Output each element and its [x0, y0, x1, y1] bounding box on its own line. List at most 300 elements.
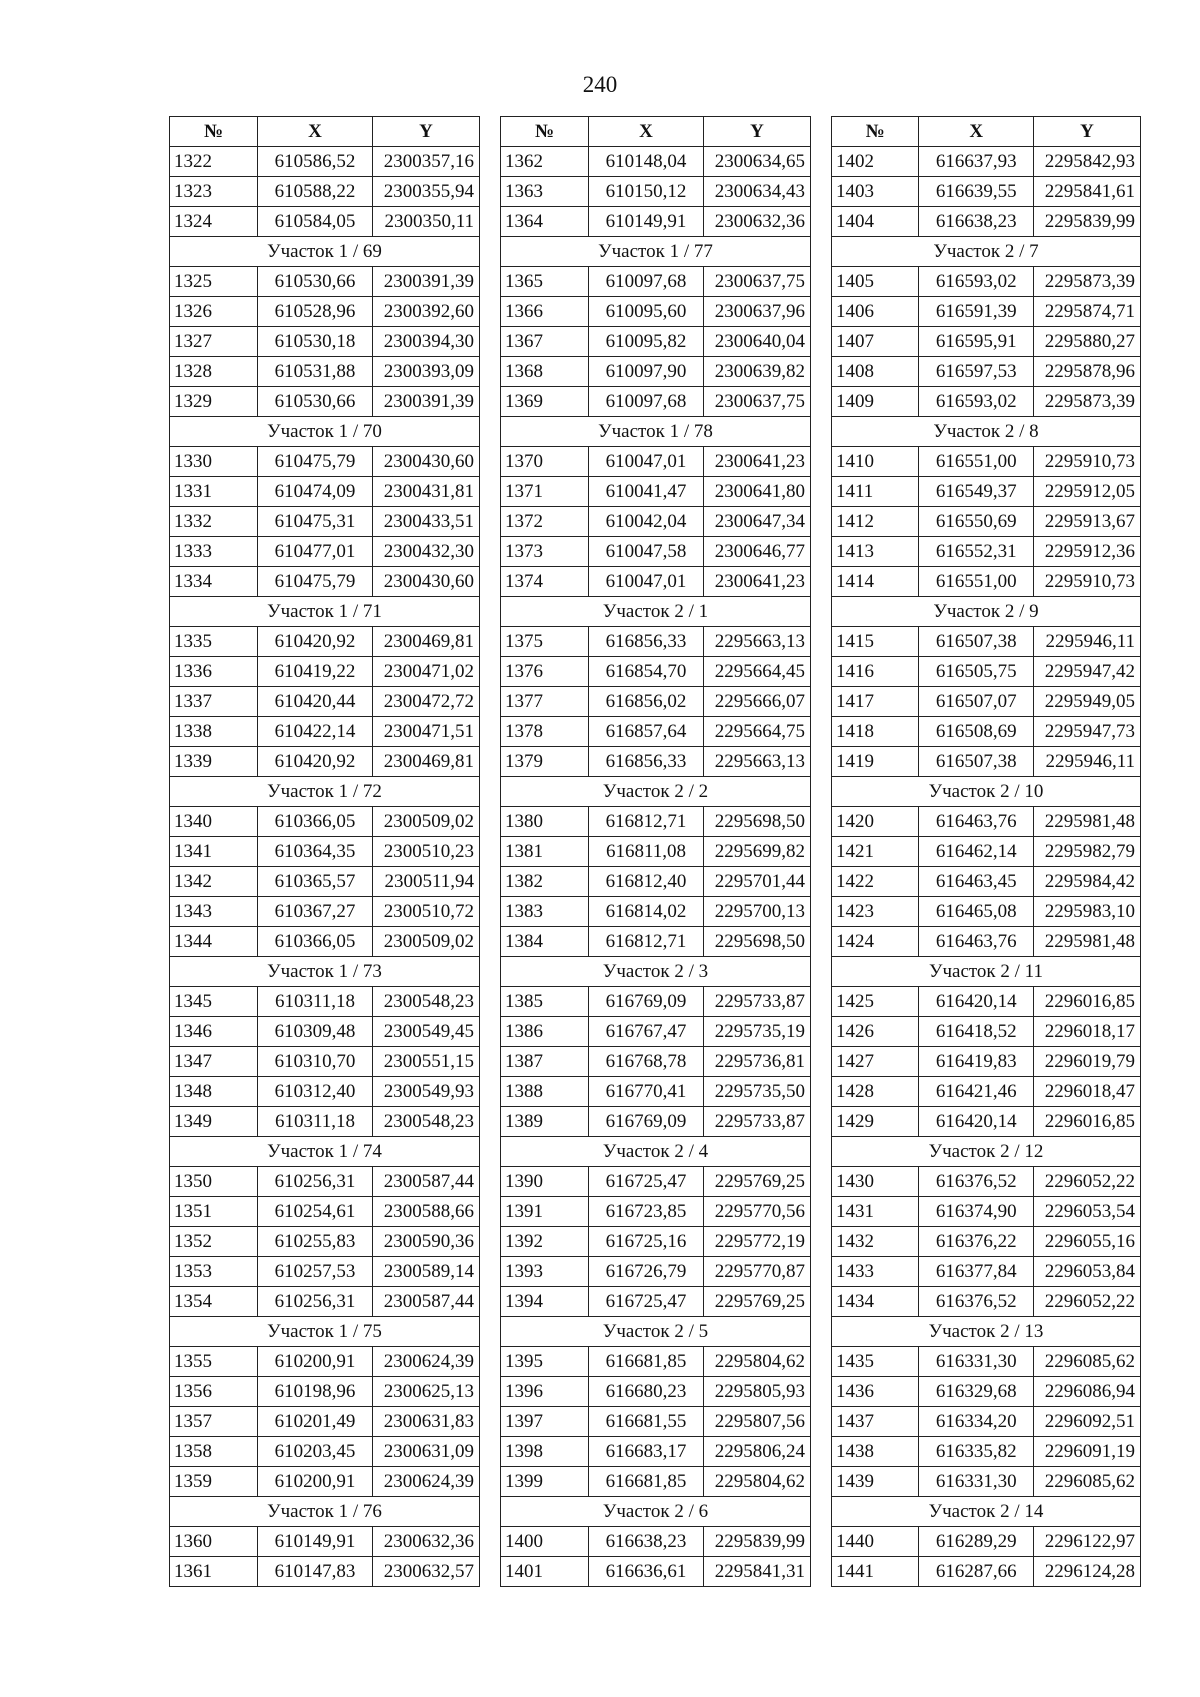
header-x: X: [919, 117, 1034, 147]
y-coordinate: 2300511,94: [373, 867, 480, 897]
section-title: Участок 2 / 14: [832, 1497, 1141, 1527]
y-coordinate: 2300392,60: [373, 297, 480, 327]
point-number: 1342: [170, 867, 258, 897]
y-coordinate: 2295880,27: [1034, 327, 1141, 357]
x-coordinate: 610041,47: [589, 477, 704, 507]
point-number: 1439: [832, 1467, 919, 1497]
table-row: [832, 747, 1141, 777]
y-coordinate: 2300640,04: [704, 327, 811, 357]
point-number: 1399: [501, 1467, 589, 1497]
y-coordinate: 2295772,19: [704, 1227, 811, 1257]
table-row: [501, 537, 811, 567]
x-coordinate: 616857,64: [589, 717, 704, 747]
x-coordinate: 610477,01: [258, 537, 373, 567]
table-row: [170, 387, 480, 417]
y-coordinate: 2296016,85: [1034, 1107, 1141, 1137]
y-coordinate: 2295873,39: [1034, 387, 1141, 417]
y-coordinate: 2295874,71: [1034, 297, 1141, 327]
x-coordinate: 616725,16: [589, 1227, 704, 1257]
section-title: Участок 2 / 6: [501, 1497, 811, 1527]
table-row: [501, 447, 811, 477]
point-number: 1349: [170, 1107, 258, 1137]
table-row: [501, 1257, 811, 1287]
table-row: [832, 177, 1141, 207]
table-row: [832, 327, 1141, 357]
table-row: [501, 1527, 811, 1557]
table-row: [501, 177, 811, 207]
point-number: 1391: [501, 1197, 589, 1227]
y-coordinate: 2295912,36: [1034, 537, 1141, 567]
table-row: [832, 357, 1141, 387]
section-row: [501, 957, 811, 987]
y-coordinate: 2296122,97: [1034, 1527, 1141, 1557]
table-row: [501, 1407, 811, 1437]
point-number: 1415: [832, 627, 919, 657]
x-coordinate: 616681,55: [589, 1407, 704, 1437]
point-number: 1398: [501, 1437, 589, 1467]
section-title: Участок 1 / 69: [170, 237, 480, 267]
section-row: [832, 777, 1141, 807]
x-coordinate: 616418,52: [919, 1017, 1034, 1047]
x-coordinate: 610528,96: [258, 297, 373, 327]
x-coordinate: 616597,53: [919, 357, 1034, 387]
y-coordinate: 2300510,23: [373, 837, 480, 867]
x-coordinate: 616768,78: [589, 1047, 704, 1077]
x-coordinate: 610203,45: [258, 1437, 373, 1467]
section-title: Участок 1 / 72: [170, 777, 480, 807]
x-coordinate: 616331,30: [919, 1467, 1034, 1497]
y-coordinate: 2295736,81: [704, 1047, 811, 1077]
x-coordinate: 610530,18: [258, 327, 373, 357]
point-number: 1419: [832, 747, 919, 777]
x-coordinate: 610474,09: [258, 477, 373, 507]
section-title: Участок 2 / 8: [832, 417, 1141, 447]
table-row: [170, 1557, 480, 1587]
point-number: 1397: [501, 1407, 589, 1437]
y-coordinate: 2300641,80: [704, 477, 811, 507]
section-row: [501, 1317, 811, 1347]
y-coordinate: 2296019,79: [1034, 1047, 1141, 1077]
point-number: 1393: [501, 1257, 589, 1287]
point-number: 1351: [170, 1197, 258, 1227]
y-coordinate: 2295770,87: [704, 1257, 811, 1287]
y-coordinate: 2295807,56: [704, 1407, 811, 1437]
point-number: 1378: [501, 717, 589, 747]
y-coordinate: 2296092,51: [1034, 1407, 1141, 1437]
coordinate-table-2: [500, 116, 811, 1587]
point-number: 1360: [170, 1527, 258, 1557]
x-coordinate: 610149,91: [589, 207, 704, 237]
point-number: 1417: [832, 687, 919, 717]
section-title: Участок 2 / 12: [832, 1137, 1141, 1167]
y-coordinate: 2296055,16: [1034, 1227, 1141, 1257]
table-row: [170, 327, 480, 357]
point-number: 1353: [170, 1257, 258, 1287]
x-coordinate: 610366,05: [258, 807, 373, 837]
section-title: Участок 2 / 11: [832, 957, 1141, 987]
y-coordinate: 2295981,48: [1034, 807, 1141, 837]
y-coordinate: 2300632,36: [373, 1527, 480, 1557]
point-number: 1395: [501, 1347, 589, 1377]
x-coordinate: 610095,82: [589, 327, 704, 357]
header-y: Y: [1034, 117, 1141, 147]
section-row: [832, 597, 1141, 627]
x-coordinate: 616811,08: [589, 837, 704, 867]
table-row: [170, 807, 480, 837]
table-header-row: [501, 117, 811, 147]
point-number: 1433: [832, 1257, 919, 1287]
y-coordinate: 2300548,23: [373, 987, 480, 1017]
section-row: [832, 237, 1141, 267]
y-coordinate: 2300432,30: [373, 537, 480, 567]
y-coordinate: 2296053,54: [1034, 1197, 1141, 1227]
y-coordinate: 2295735,50: [704, 1077, 811, 1107]
x-coordinate: 610256,31: [258, 1167, 373, 1197]
y-coordinate: 2300624,39: [373, 1347, 480, 1377]
table-row: [832, 1437, 1141, 1467]
x-coordinate: 610150,12: [589, 177, 704, 207]
y-coordinate: 2300587,44: [373, 1287, 480, 1317]
section-title: Участок 2 / 3: [501, 957, 811, 987]
point-number: 1343: [170, 897, 258, 927]
y-coordinate: 2300394,30: [373, 327, 480, 357]
y-coordinate: 2300634,65: [704, 147, 811, 177]
y-coordinate: 2296124,28: [1034, 1557, 1141, 1587]
point-number: 1356: [170, 1377, 258, 1407]
section-row: [832, 1137, 1141, 1167]
x-coordinate: 616683,17: [589, 1437, 704, 1467]
point-number: 1431: [832, 1197, 919, 1227]
x-coordinate: 610586,52: [258, 147, 373, 177]
point-number: 1339: [170, 747, 258, 777]
point-number: 1381: [501, 837, 589, 867]
table-row: [501, 897, 811, 927]
table-row: [170, 267, 480, 297]
point-number: 1324: [170, 207, 258, 237]
x-coordinate: 616551,00: [919, 567, 1034, 597]
table-row: [501, 1017, 811, 1047]
x-coordinate: 616507,38: [919, 627, 1034, 657]
section-title: Участок 2 / 1: [501, 597, 811, 627]
y-coordinate: 2295839,99: [704, 1527, 811, 1557]
x-coordinate: 610309,48: [258, 1017, 373, 1047]
x-coordinate: 616420,14: [919, 987, 1034, 1017]
table-row: [170, 297, 480, 327]
point-number: 1372: [501, 507, 589, 537]
x-coordinate: 610254,61: [258, 1197, 373, 1227]
x-coordinate: 610588,22: [258, 177, 373, 207]
section-title: Участок 2 / 4: [501, 1137, 811, 1167]
x-coordinate: 616463,76: [919, 927, 1034, 957]
y-coordinate: 2295804,62: [704, 1347, 811, 1377]
point-number: 1387: [501, 1047, 589, 1077]
table-row: [170, 1347, 480, 1377]
point-number: 1323: [170, 177, 258, 207]
y-coordinate: 2300430,60: [373, 447, 480, 477]
table-row: [170, 1257, 480, 1287]
table-row: [170, 147, 480, 177]
x-coordinate: 616725,47: [589, 1167, 704, 1197]
y-coordinate: 2300637,75: [704, 387, 811, 417]
table-row: [501, 327, 811, 357]
y-coordinate: 2300391,39: [373, 387, 480, 417]
point-number: 1390: [501, 1167, 589, 1197]
table-row: [832, 867, 1141, 897]
y-coordinate: 2295698,50: [704, 807, 811, 837]
point-number: 1409: [832, 387, 919, 417]
x-coordinate: 616374,90: [919, 1197, 1034, 1227]
table-row: [170, 627, 480, 657]
x-coordinate: 616507,07: [919, 687, 1034, 717]
x-coordinate: 616335,82: [919, 1437, 1034, 1467]
table-row: [501, 687, 811, 717]
y-coordinate: 2300590,36: [373, 1227, 480, 1257]
table-row: [501, 627, 811, 657]
y-coordinate: 2300391,39: [373, 267, 480, 297]
table-row: [832, 1107, 1141, 1137]
point-number: 1363: [501, 177, 589, 207]
point-number: 1386: [501, 1017, 589, 1047]
x-coordinate: 616680,23: [589, 1377, 704, 1407]
point-number: 1429: [832, 1107, 919, 1137]
x-coordinate: 610201,49: [258, 1407, 373, 1437]
section-row: [170, 957, 480, 987]
point-number: 1371: [501, 477, 589, 507]
y-coordinate: 2300631,09: [373, 1437, 480, 1467]
x-coordinate: 610475,79: [258, 567, 373, 597]
table-row: [832, 567, 1141, 597]
table-row: [170, 567, 480, 597]
point-number: 1332: [170, 507, 258, 537]
point-number: 1369: [501, 387, 589, 417]
point-number: 1413: [832, 537, 919, 567]
y-coordinate: 2296053,84: [1034, 1257, 1141, 1287]
section-row: [832, 1317, 1141, 1347]
table-row: [501, 567, 811, 597]
point-number: 1404: [832, 207, 919, 237]
point-number: 1388: [501, 1077, 589, 1107]
x-coordinate: 616420,14: [919, 1107, 1034, 1137]
y-coordinate: 2295981,48: [1034, 927, 1141, 957]
point-number: 1380: [501, 807, 589, 837]
y-coordinate: 2295913,67: [1034, 507, 1141, 537]
point-number: 1373: [501, 537, 589, 567]
table-row: [832, 147, 1141, 177]
y-coordinate: 2296018,17: [1034, 1017, 1141, 1047]
table-row: [170, 1467, 480, 1497]
y-coordinate: 2295910,73: [1034, 447, 1141, 477]
x-coordinate: 610420,92: [258, 627, 373, 657]
x-coordinate: 610200,91: [258, 1467, 373, 1497]
x-coordinate: 610475,79: [258, 447, 373, 477]
table-header-row: [170, 117, 480, 147]
header-x: X: [589, 117, 704, 147]
point-number: 1354: [170, 1287, 258, 1317]
section-title: Участок 1 / 77: [501, 237, 811, 267]
point-number: 1375: [501, 627, 589, 657]
x-coordinate: 616814,02: [589, 897, 704, 927]
point-number: 1347: [170, 1047, 258, 1077]
x-coordinate: 616812,71: [589, 807, 704, 837]
table-row: [501, 387, 811, 417]
table-row: [832, 1227, 1141, 1257]
table-row: [170, 357, 480, 387]
section-row: [501, 777, 811, 807]
header-y: Y: [704, 117, 811, 147]
table-row: [501, 1557, 811, 1587]
y-coordinate: 2295946,11: [1034, 627, 1141, 657]
x-coordinate: 610531,88: [258, 357, 373, 387]
table-row: [501, 1077, 811, 1107]
point-number: 1344: [170, 927, 258, 957]
y-coordinate: 2300589,14: [373, 1257, 480, 1287]
table-row: [501, 1467, 811, 1497]
x-coordinate: 616551,00: [919, 447, 1034, 477]
y-coordinate: 2300641,23: [704, 567, 811, 597]
table-row: [832, 1257, 1141, 1287]
y-coordinate: 2295735,19: [704, 1017, 811, 1047]
table-row: [170, 837, 480, 867]
y-coordinate: 2300637,96: [704, 297, 811, 327]
point-number: 1392: [501, 1227, 589, 1257]
y-coordinate: 2296085,62: [1034, 1467, 1141, 1497]
point-number: 1334: [170, 567, 258, 597]
x-coordinate: 616376,22: [919, 1227, 1034, 1257]
x-coordinate: 610475,31: [258, 507, 373, 537]
x-coordinate: 616419,83: [919, 1047, 1034, 1077]
y-coordinate: 2295699,82: [704, 837, 811, 867]
y-coordinate: 2300510,72: [373, 897, 480, 927]
section-title: Участок 2 / 13: [832, 1317, 1141, 1347]
x-coordinate: 610366,05: [258, 927, 373, 957]
x-coordinate: 610200,91: [258, 1347, 373, 1377]
x-coordinate: 616681,85: [589, 1467, 704, 1497]
table-row: [832, 207, 1141, 237]
point-number: 1368: [501, 357, 589, 387]
y-coordinate: 2295700,13: [704, 897, 811, 927]
x-coordinate: 616770,41: [589, 1077, 704, 1107]
x-coordinate: 610420,92: [258, 747, 373, 777]
x-coordinate: 616638,23: [919, 207, 1034, 237]
table-row: [170, 747, 480, 777]
point-number: 1341: [170, 837, 258, 867]
table-row: [501, 1167, 811, 1197]
y-coordinate: 2296052,22: [1034, 1287, 1141, 1317]
table-row: [832, 507, 1141, 537]
y-coordinate: 2300469,81: [373, 627, 480, 657]
y-coordinate: 2300637,75: [704, 267, 811, 297]
point-number: 1329: [170, 387, 258, 417]
y-coordinate: 2300588,66: [373, 1197, 480, 1227]
x-coordinate: 610367,27: [258, 897, 373, 927]
x-coordinate: 616549,37: [919, 477, 1034, 507]
y-coordinate: 2295770,56: [704, 1197, 811, 1227]
table-row: [832, 1557, 1141, 1587]
table-row: [832, 267, 1141, 297]
section-row: [832, 1497, 1141, 1527]
y-coordinate: 2295878,96: [1034, 357, 1141, 387]
y-coordinate: 2295698,50: [704, 927, 811, 957]
table-row: [170, 927, 480, 957]
x-coordinate: 616856,02: [589, 687, 704, 717]
x-coordinate: 616812,71: [589, 927, 704, 957]
table-header-row: [832, 117, 1141, 147]
y-coordinate: 2300631,83: [373, 1407, 480, 1437]
point-number: 1330: [170, 447, 258, 477]
point-number: 1385: [501, 987, 589, 1017]
table-row: [501, 267, 811, 297]
x-coordinate: 610256,31: [258, 1287, 373, 1317]
x-coordinate: 610365,57: [258, 867, 373, 897]
x-coordinate: 616595,91: [919, 327, 1034, 357]
y-coordinate: 2296091,19: [1034, 1437, 1141, 1467]
point-number: 1436: [832, 1377, 919, 1407]
table-row: [501, 1047, 811, 1077]
y-coordinate: 2300639,82: [704, 357, 811, 387]
coordinate-tables: [169, 116, 1141, 1580]
table-row: [501, 507, 811, 537]
x-coordinate: 616769,09: [589, 987, 704, 1017]
x-coordinate: 616334,20: [919, 1407, 1034, 1437]
x-coordinate: 616593,02: [919, 267, 1034, 297]
point-number: 1377: [501, 687, 589, 717]
y-coordinate: 2300471,02: [373, 657, 480, 687]
point-number: 1366: [501, 297, 589, 327]
y-coordinate: 2295983,10: [1034, 897, 1141, 927]
x-coordinate: 616287,66: [919, 1557, 1034, 1587]
point-number: 1437: [832, 1407, 919, 1437]
x-coordinate: 616725,47: [589, 1287, 704, 1317]
table-row: [170, 207, 480, 237]
point-number: 1352: [170, 1227, 258, 1257]
table-row: [832, 1197, 1141, 1227]
point-number: 1328: [170, 357, 258, 387]
x-coordinate: 610530,66: [258, 387, 373, 417]
table-row: [832, 1047, 1141, 1077]
table-row: [501, 927, 811, 957]
table-row: [170, 687, 480, 717]
table-row: [832, 837, 1141, 867]
y-coordinate: 2295839,99: [1034, 207, 1141, 237]
table-row: [501, 1227, 811, 1257]
table-row: [501, 357, 811, 387]
x-coordinate: 610042,04: [589, 507, 704, 537]
x-coordinate: 616421,46: [919, 1077, 1034, 1107]
x-coordinate: 610257,53: [258, 1257, 373, 1287]
table-row: [170, 1527, 480, 1557]
table-row: [501, 1287, 811, 1317]
table-row: [170, 477, 480, 507]
point-number: 1358: [170, 1437, 258, 1467]
section-row: [501, 597, 811, 627]
x-coordinate: 610047,01: [589, 567, 704, 597]
point-number: 1425: [832, 987, 919, 1017]
y-coordinate: 2295982,79: [1034, 837, 1141, 867]
table-row: [170, 177, 480, 207]
coordinate-table-3: [831, 116, 1141, 1587]
x-coordinate: 616289,29: [919, 1527, 1034, 1557]
point-number: 1357: [170, 1407, 258, 1437]
table-row: [170, 1287, 480, 1317]
table-row: [832, 687, 1141, 717]
y-coordinate: 2295912,05: [1034, 477, 1141, 507]
table-row: [501, 1107, 811, 1137]
table-row: [832, 1017, 1141, 1047]
point-number: 1336: [170, 657, 258, 687]
x-coordinate: 616681,85: [589, 1347, 704, 1377]
table-row: [170, 867, 480, 897]
x-coordinate: 616376,52: [919, 1167, 1034, 1197]
